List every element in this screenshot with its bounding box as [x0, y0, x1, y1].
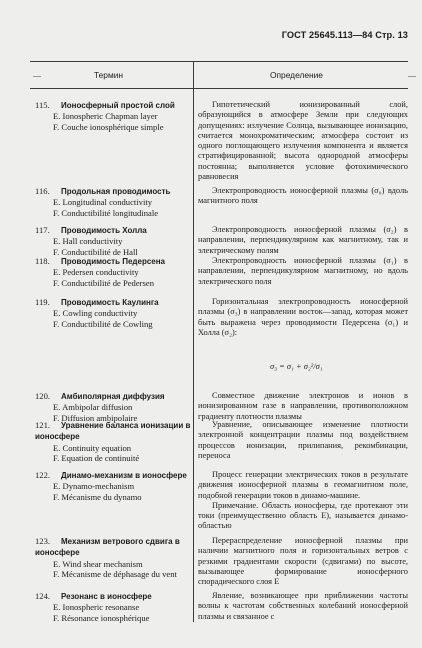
term-fr: F. Conductibilité de Pedersen — [53, 277, 154, 288]
definition-115 — [198, 100, 408, 182]
term-column-header: Термин — [94, 70, 124, 80]
term-ru: Уравнение баланса ионизации в ионосфере — [35, 421, 191, 442]
definition-text: Гипотетический ионизированный слой, образующийся в атмосфере Земли при следующих допущениях: излучение Солнца, вызывающее ионизацию, считается монохроматическим; атмосфера состоит из одного поглощающего излучения компонента и является стратифицированной; высота однородной атмосферы постоянна; выполняется условие фотохимического равновесия — [198, 100, 408, 182]
term-number: 118. — [35, 256, 50, 266]
term-number: 117. — [35, 225, 50, 235]
term-fr: F. Couche ionosphérique simple — [53, 121, 164, 132]
term-en: E. Ionospheric Chapman layer — [53, 111, 158, 122]
column-divider — [193, 61, 194, 622]
right-margin-dash: — — [408, 71, 416, 80]
page-header: ГОСТ 25645.113—84 Стр. 13 — [281, 30, 408, 40]
term-124 — [35, 591, 193, 623]
definition-118 — [198, 256, 408, 287]
term-number: 123. — [35, 536, 51, 546]
term-120 — [35, 391, 193, 423]
left-margin-dash: — — [33, 71, 41, 80]
term-ru: Продольная проводимость — [61, 187, 171, 196]
term-122 — [35, 470, 193, 502]
definition-text: Горизонтальная электропроводность ионосферной плазмы (σ₃) в направлении восток—запад, которая может быть выражена через проводимости Педерсена (σ₁) и Холла (σ₂): — [198, 297, 408, 337]
definition-122 — [198, 470, 408, 532]
definition-note: Примечание. Область ионосферы, где протекают эти токи (преимущественно область E), называется динамо-областью — [198, 500, 408, 531]
definition-text: Процесс генерации электрических токов в результате движения ионосферной плазмы в геомагнитном поле, подобной генерации токов в динамо-машине. — [198, 470, 408, 500]
definition-124 — [198, 591, 408, 622]
term-number: 122. — [35, 470, 51, 480]
term-119 — [35, 297, 193, 329]
term-en: E. Pedersen conductivity — [53, 267, 139, 278]
term-number: 124. — [35, 591, 51, 601]
term-en: E. Continuity equation — [53, 442, 132, 453]
definition-text: Электропроводность ионосферной плазмы (σ₀) вдоль магнитного поля — [198, 186, 408, 206]
term-en: E. Cowling conductivity — [53, 308, 138, 319]
term-en: E. Dynamo-mechanism — [53, 481, 135, 492]
term-fr: F. Résonance ionosphérique — [53, 612, 150, 623]
term-ru: Проводимость Холла — [61, 226, 147, 235]
term-en: E. Hall conductivity — [53, 236, 123, 247]
definition-123 — [198, 536, 408, 587]
term-number: 121. — [35, 420, 51, 430]
term-en: E. Ambipolar diffusion — [53, 402, 133, 413]
definition-text: Уравнение, описывающее изменение плотности электронной концентрации плазмы под воздействием процессов ионизации, прилипания, рекомбинации, переноса — [198, 420, 408, 460]
term-ru: Ионосферный простой слой — [61, 101, 175, 110]
term-number: 115. — [35, 100, 50, 110]
term-117 — [35, 225, 193, 257]
term-118 — [35, 256, 193, 288]
term-ru: Амбиполярная диффузия — [61, 392, 165, 401]
term-123 — [35, 536, 193, 579]
definition-text: Явление, возникающее при приближении частоты волны к частотам собственных колебаний ионосферной плазмы и связанное с — [198, 591, 408, 621]
term-number: 119. — [35, 297, 50, 307]
term-fr: F. Equation de continuité — [53, 452, 140, 463]
definition-text: Электропроводность ионосферной плазмы (σ₁) в направлении, перпендикулярном магнитному, но вдоль электрического поля — [198, 256, 408, 286]
definition-column-header: Определение — [270, 70, 323, 80]
term-ru: Проводимость Педерсена — [61, 257, 166, 266]
definition-120 — [198, 391, 408, 422]
term-ru: Проводимость Каулинга — [61, 298, 159, 307]
term-ru: Механизм ветрового сдвига в ионосфере — [35, 537, 180, 558]
definition-119 — [198, 297, 408, 338]
table-head-rule — [30, 88, 408, 89]
term-121 — [35, 420, 193, 463]
term-fr: F. Mécanisme de déphasage du vent — [53, 568, 177, 579]
term-fr: F. Conductibilité longitudinale — [53, 207, 159, 218]
definition-116 — [198, 186, 408, 207]
term-number: 116. — [35, 186, 50, 196]
term-fr: F. Mécanisme du dynamo — [53, 491, 142, 502]
term-fr: F. Diffusion ambipolaire — [53, 412, 138, 423]
term-116 — [35, 186, 193, 218]
table-top-rule — [30, 61, 408, 62]
definition-text: Совместное движение электронов и ионов в ионизированном газе в направлении, противоположном градиенту плотности плазмы — [198, 391, 408, 421]
definition-text: Электропроводность ионосферной плазмы (σ₂) в направлении, перпендикулярном как магнитному, так и электрическому полям — [198, 225, 408, 255]
term-ru: Резонанс в ионосфере — [61, 592, 152, 601]
term-ru: Динамо-механизм в ионосфере — [61, 471, 187, 480]
term-en: E. Longitudinal conductivity — [53, 197, 153, 208]
definition-117 — [198, 225, 408, 256]
cowling-formula: σ₃ = σ₁ + σ₂²/σ₁ — [270, 362, 323, 371]
term-fr: F. Conductibilité de Cowling — [53, 318, 153, 329]
term-fr: F. Conductibilité de Hall — [53, 246, 138, 257]
definition-text: Перераспределение ионосферной плазмы при наличии магнитного поля и горизонтальных ветров с резкими градиентами скорости (сдвигами) по высоте, вызывающее формирование ионосферного спорадического слоя E — [198, 536, 408, 587]
term-en: E. Wind shear mechanism — [53, 558, 143, 569]
term-en: E. Ionospheric resonanse — [53, 602, 140, 613]
term-115 — [35, 100, 193, 132]
definition-121 — [198, 420, 408, 461]
term-number: 120. — [35, 391, 51, 401]
